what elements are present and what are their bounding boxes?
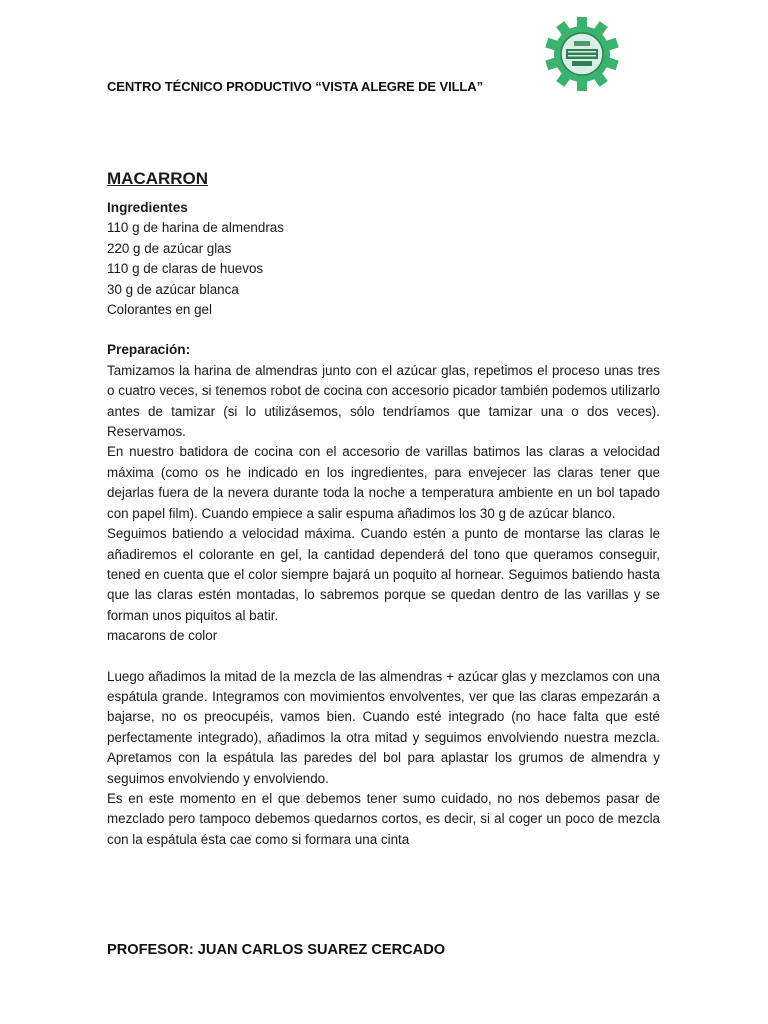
preparation-paragraph: Luego añadimos la mitad de la mezcla de las almendras + azúcar glas y mezclamos con una espátula grande. Integramos con movimientos envolventes, ver que las claras empezarán a bajarse, no os preocupéis, vamos bien. Cuando esté integrado (no hace falta que esté perfectamente integrado), añadimos la otra mitad y seguimos envolviendo nuestra mezcla. Apretamos con la espátula las paredes del bol para aplastar los grumos de almendra y seguimos envolviendo y envolviendo. [107,668,660,786]
spacer [107,320,660,340]
preparation-paragraph: Seguimos batiendo a velocidad máxima. Cuando estén a punto de montarse las claras le añadiremos el colorante en gel, la cantidad dependerá del tono que queramos conseguir, tened en cuenta que el color siempre bajará un poquito al hornear. Seguimos batiendo hasta que las claras estén montadas, lo sabremos porque se quedan dentro de las varillas y se forman unos piquitos al batir. [107,526,660,623]
recipe-title: MACARRON [107,169,209,188]
ingredient-item: 110 g de harina de almendras [107,220,284,236]
ingredients-heading: Ingredientes [107,200,188,215]
spacer [107,647,660,667]
recipe-content [107,168,660,850]
ingredient-item: 110 g de claras de huevos [107,261,264,277]
school-name-header: CENTRO TÉCNICO PRODUCTIVO “VISTA ALEGRE DE VILLA” [107,79,483,94]
gear-emblem-icon [544,16,620,92]
ingredient-item: 220 g de azúcar glas [107,240,232,256]
ingredient-item: 30 g de azúcar blanca [107,281,239,297]
preparation-heading: Preparación: [107,342,191,358]
preparation-paragraph: Tamizamos la harina de almendras junto con el azúcar glas, repetimos el proceso unas tres o cuatro veces, si tenemos robot de cocina con accesorio picador también podemos utilizarlo antes de tamizar (si lo utilizásemos, sólo tendríamos que tamizar una o dos veces). Reservamos. [107,362,660,440]
preparation-paragraph: macarons de color [107,628,218,644]
teacher-footer: PROFESOR: JUAN CARLOS SUAREZ CERCADO [107,942,446,958]
preparation-paragraph: Es en este momento en el que debemos tener sumo cuidado, no nos debemos pasar de mezclado pero tampoco debemos quedarnos cortos, es decir, si al coger un poco de mezcla con la espátula ésta cae como si formara una cinta [107,790,660,847]
preparation-paragraph: En nuestro batidora de cocina con el accesorio de varillas batimos las claras a velocidad máxima (como os he indicado en los ingredientes, para envejecer las claras tener que dejarlas fuera de la nevera durante toda la noche a temperatura ambiente en un bol tapado con papel film). Cuando empiece a salir espuma añadimos los 30 g de azúcar blanco. [107,444,660,521]
ingredient-item: Colorantes en gel [107,302,212,318]
ingredients-list [107,218,660,320]
